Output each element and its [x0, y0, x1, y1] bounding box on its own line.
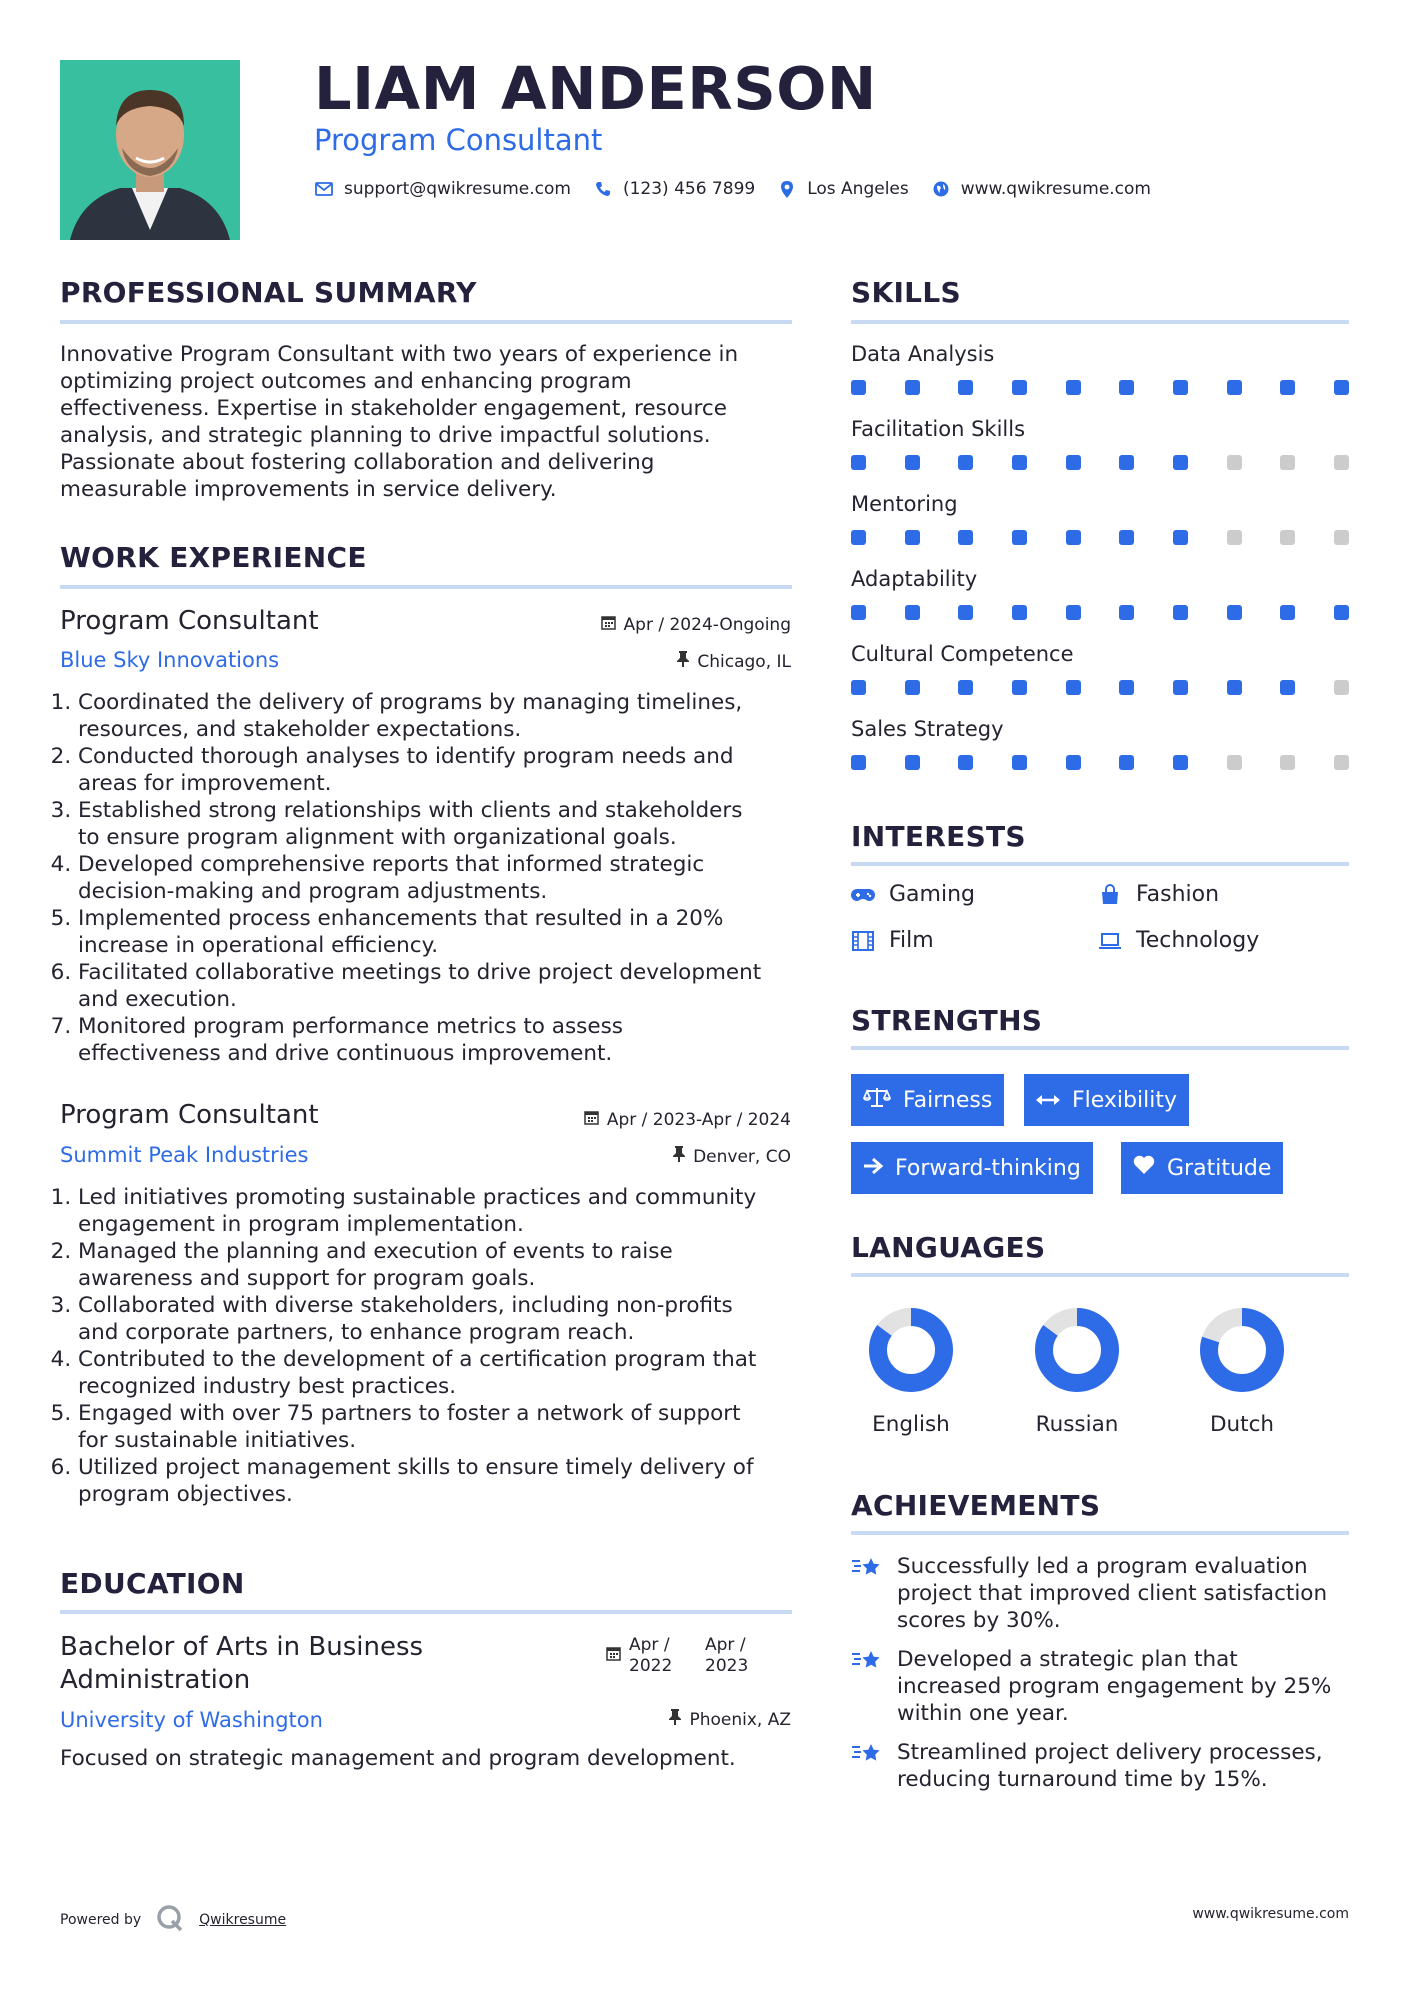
rating-dot-filled	[905, 530, 920, 545]
language-name: English	[872, 1412, 950, 1437]
rating-dot-empty	[1334, 755, 1349, 770]
rating-dot-empty	[1280, 530, 1295, 545]
job-location-text: Denver, CO	[693, 1146, 791, 1167]
list-item: 6. Facilitated collaborative meetings to drive project development and execution.	[78, 959, 792, 1013]
degree-line: Administration	[60, 1665, 251, 1695]
skill-name: Data Analysis	[851, 342, 995, 366]
rating-dot-filled	[905, 755, 920, 770]
gamepad-icon	[851, 887, 875, 903]
languages-heading: LANGUAGES	[851, 1231, 1046, 1264]
rating-dot-filled	[1012, 380, 1027, 395]
rating-dot-filled	[1012, 530, 1027, 545]
interests-heading: INTERESTS	[851, 820, 1026, 853]
list-item: 7. Monitored program performance metrics to assess effectiveness and drive continuous improvement.	[78, 1013, 792, 1067]
skill-row	[851, 717, 1349, 792]
language-item	[851, 1306, 971, 1437]
experience-divider	[60, 585, 792, 589]
footer-branding	[60, 1904, 286, 1936]
strength-label: Flexibility	[1072, 1087, 1177, 1113]
strength-tag	[851, 1142, 1093, 1194]
rating-dot-filled	[1173, 455, 1188, 470]
education-location	[669, 1709, 791, 1730]
language-donut	[1017, 1306, 1137, 1396]
rating-dot-filled	[851, 455, 866, 470]
job-location	[673, 1146, 791, 1167]
list-item: 4. Developed comprehensive reports that informed strategic decision-making and program adjustments.	[78, 851, 792, 905]
skill-rating	[851, 605, 1349, 620]
rating-dot-filled	[1334, 605, 1349, 620]
interest-item	[1098, 928, 1259, 953]
job-title: Program Consultant	[60, 1100, 319, 1130]
education-heading: EDUCATION	[60, 1567, 245, 1600]
skill-row	[851, 492, 1349, 567]
achievements-list	[851, 1553, 1349, 1793]
achievements-heading: ACHIEVEMENTS	[851, 1489, 1101, 1522]
rating-dot-filled	[958, 605, 973, 620]
language-donut	[1182, 1306, 1302, 1396]
contact-bar	[314, 179, 1161, 199]
contact-phone[interactable]	[593, 179, 755, 199]
rating-dot-filled	[1119, 380, 1134, 395]
rating-dot-filled	[851, 530, 866, 545]
rating-dot-filled	[958, 755, 973, 770]
rating-dot-empty	[1334, 530, 1349, 545]
calendar-icon	[606, 1635, 621, 1677]
rating-dot-filled	[958, 455, 973, 470]
list-item: 2. Conducted thorough analyses to identify program needs and areas for improvement.	[78, 743, 792, 797]
summary-line: analysis, and strategic planning to drive impactful solutions.	[60, 423, 711, 448]
person-avatar-icon	[60, 60, 240, 240]
rating-dot-filled	[851, 380, 866, 395]
phone-text: (123) 456 7899	[622, 179, 756, 199]
shooting-star-icon	[851, 1739, 883, 1793]
rating-dot-filled	[1066, 680, 1081, 695]
rating-dot-filled	[1012, 455, 1027, 470]
skills-divider	[851, 320, 1349, 324]
rating-dot-filled	[1227, 680, 1242, 695]
skill-rating	[851, 530, 1349, 545]
rating-dot-filled	[1334, 380, 1349, 395]
rating-dot-filled	[1119, 680, 1134, 695]
contact-website[interactable]	[931, 179, 1151, 199]
languages-list	[851, 1306, 1349, 1446]
email-text: support@qwikresume.com	[344, 179, 571, 199]
list-item: 5. Implemented process enhancements that resulted in a 20% increase in operational efficiency.	[78, 905, 792, 959]
job-date	[601, 615, 791, 635]
skill-row	[851, 642, 1349, 717]
strength-tag	[1121, 1142, 1283, 1194]
pushpin-icon	[677, 651, 689, 672]
rating-dot-empty	[1280, 755, 1295, 770]
phone-icon	[593, 181, 613, 197]
achievement-text: Successfully led a program evaluation project that improved client satisfaction scores by 30%.	[897, 1554, 1328, 1633]
skill-rating	[851, 680, 1349, 695]
film-icon	[851, 931, 875, 951]
contact-location	[777, 179, 909, 199]
rating-dot-filled	[851, 680, 866, 695]
rating-dot-filled	[905, 680, 920, 695]
calendar-icon	[584, 1110, 599, 1130]
contact-email[interactable]	[314, 179, 571, 199]
language-name: Russian	[1035, 1412, 1119, 1437]
language-item	[1182, 1306, 1302, 1437]
summary-divider	[60, 320, 792, 324]
interest-label: Technology	[1136, 928, 1260, 953]
rating-dot-filled	[1066, 605, 1081, 620]
job-date-text: Apr / 2023-Apr / 2024	[606, 1110, 791, 1130]
company-name[interactable]: Blue Sky Innovations	[60, 648, 280, 672]
shopping-bag-icon	[1098, 884, 1122, 906]
candidate-name: LIAM ANDERSON	[314, 54, 877, 123]
globe-icon	[931, 181, 951, 197]
list-item: 5. Engaged with over 75 partners to foster a network of support for sustainable initiatives.	[78, 1400, 792, 1454]
strength-label: Fairness	[903, 1087, 993, 1113]
interest-item	[851, 928, 934, 953]
skill-row	[851, 567, 1349, 642]
interests-divider	[851, 862, 1349, 866]
pushpin-icon	[673, 1146, 685, 1167]
summary-text	[60, 341, 792, 503]
degree-title	[60, 1631, 423, 1697]
skill-row	[851, 417, 1349, 492]
balance-scale-icon	[863, 1086, 891, 1114]
location-text: Los Angeles	[807, 179, 909, 199]
envelope-icon	[314, 182, 334, 196]
interest-label: Film	[889, 928, 934, 953]
rating-dot-empty	[1227, 530, 1242, 545]
achievement-item	[851, 1646, 1349, 1727]
list-item: 1. Coordinated the delivery of programs by managing timelines, resources, and stakeholder expectations.	[78, 689, 792, 743]
rating-dot-filled	[1280, 380, 1295, 395]
rating-dot-filled	[1173, 530, 1188, 545]
rating-dot-filled	[1119, 755, 1134, 770]
rating-dot-empty	[1227, 755, 1242, 770]
strength-label: Gratitude	[1167, 1155, 1272, 1181]
rating-dot-empty	[1334, 455, 1349, 470]
rating-dot-filled	[1012, 605, 1027, 620]
rating-dot-filled	[851, 755, 866, 770]
website-text: www.qwikresume.com	[960, 179, 1151, 199]
rating-dot-filled	[1119, 455, 1134, 470]
job-title: Program Consultant	[60, 606, 319, 636]
job-location-text: Chicago, IL	[697, 651, 791, 672]
list-item: 6. Utilized project management skills to ensure timely delivery of program objectives.	[78, 1454, 792, 1508]
rating-dot-filled	[1066, 455, 1081, 470]
rating-dot-filled	[1066, 380, 1081, 395]
education-start: Apr / 2022	[629, 1635, 673, 1676]
rating-dot-empty	[1280, 455, 1295, 470]
list-item: 3. Established strong relationships with clients and stakeholders to ensure program alignment with organizational goals.	[78, 797, 792, 851]
school-name[interactable]: University of Washington	[60, 1708, 323, 1732]
achievement-item	[851, 1553, 1349, 1634]
powered-by-text: Powered by	[60, 1912, 142, 1928]
rating-dot-filled	[1119, 605, 1134, 620]
achievements-divider	[851, 1531, 1349, 1535]
skill-name: Adaptability	[851, 567, 978, 591]
map-marker-icon	[777, 181, 797, 198]
summary-line: Passionate about fostering collaboration and delivering	[60, 450, 655, 475]
rating-dot-filled	[1173, 380, 1188, 395]
rating-dot-filled	[905, 380, 920, 395]
rating-dot-empty	[1227, 455, 1242, 470]
education-divider	[60, 1610, 792, 1614]
pushpin-icon	[669, 1709, 681, 1730]
degree-line: Bachelor of Arts in Business	[60, 1632, 424, 1662]
achievement-item	[851, 1739, 1349, 1793]
education-description: Focused on strategic management and program development.	[60, 1746, 736, 1771]
arrows-horizontal-icon	[1036, 1088, 1060, 1113]
strengths-heading: STRENGTHS	[851, 1004, 1043, 1037]
shooting-star-icon	[851, 1553, 883, 1634]
rating-dot-filled	[1280, 680, 1295, 695]
laptop-icon	[1098, 932, 1122, 950]
interest-label: Gaming	[889, 882, 975, 907]
heart-icon	[1133, 1155, 1155, 1181]
list-item: 4. Contributed to the development of a certification program that recognized industry best practices.	[78, 1346, 792, 1400]
skills-list	[851, 342, 1349, 792]
job-location	[677, 651, 791, 672]
profile-photo	[60, 60, 240, 240]
language-item	[1017, 1306, 1137, 1437]
rating-dot-filled	[958, 680, 973, 695]
skill-name: Cultural Competence	[851, 642, 1074, 666]
job-date	[584, 1110, 791, 1130]
education-end: Apr / 2023	[705, 1635, 749, 1676]
interest-item	[1098, 882, 1219, 907]
skill-name: Facilitation Skills	[851, 417, 1026, 441]
language-donut	[851, 1306, 971, 1396]
rating-dot-filled	[1227, 380, 1242, 395]
summary-heading: PROFESSIONAL SUMMARY	[60, 276, 477, 309]
rating-dot-filled	[1227, 605, 1242, 620]
rating-dot-filled	[958, 380, 973, 395]
job-bullet-list	[60, 689, 792, 1067]
rating-dot-filled	[1066, 530, 1081, 545]
interest-label: Fashion	[1136, 882, 1220, 907]
rating-dot-filled	[1066, 755, 1081, 770]
qwikresume-logo-icon	[155, 1904, 185, 1936]
interest-item	[851, 882, 975, 907]
strength-label: Forward-thinking	[895, 1155, 1081, 1181]
achievement-text: Streamlined project delivery processes, reducing turnaround time by 15%.	[897, 1740, 1323, 1792]
skill-name: Mentoring	[851, 492, 958, 516]
languages-divider	[851, 1273, 1349, 1277]
achievement-text: Developed a strategic plan that increased program engagement by 25% within one year.	[897, 1647, 1332, 1726]
skill-rating	[851, 455, 1349, 470]
rating-dot-empty	[1334, 680, 1349, 695]
summary-line: measurable improvements in service delivery.	[60, 477, 557, 502]
calendar-icon	[601, 615, 616, 635]
rating-dot-filled	[1012, 755, 1027, 770]
shooting-star-icon	[851, 1646, 883, 1727]
qwikresume-link[interactable]: Qwikresume	[199, 1912, 287, 1928]
skill-row	[851, 342, 1349, 417]
list-item: 1. Led initiatives promoting sustainable practices and community engagement in program implementation.	[78, 1184, 792, 1238]
language-name: Dutch	[1209, 1412, 1275, 1437]
skill-name: Sales Strategy	[851, 717, 1004, 741]
skill-rating	[851, 755, 1349, 770]
candidate-role: Program Consultant	[314, 123, 603, 157]
strengths-divider	[851, 1046, 1349, 1050]
education-location-text: Phoenix, AZ	[689, 1709, 791, 1730]
job-bullet-list	[60, 1184, 792, 1508]
arrow-right-icon	[863, 1156, 883, 1181]
list-item: 3. Collaborated with diverse stakeholders, including non-profits and corporate partners, to enhance program reach.	[78, 1292, 792, 1346]
education-date	[606, 1635, 748, 1677]
company-name[interactable]: Summit Peak Industries	[60, 1143, 309, 1167]
rating-dot-filled	[905, 605, 920, 620]
strength-tag	[1024, 1074, 1189, 1126]
rating-dot-filled	[958, 530, 973, 545]
summary-line: effectiveness. Expertise in stakeholder engagement, resource	[60, 396, 727, 421]
rating-dot-filled	[1173, 680, 1188, 695]
rating-dot-filled	[1280, 605, 1295, 620]
footer-site[interactable]: www.qwikresume.com	[1192, 1906, 1349, 1922]
strength-tag	[851, 1074, 1004, 1126]
list-item: 2. Managed the planning and execution of events to raise awareness and support for program goals.	[78, 1238, 792, 1292]
summary-line: Innovative Program Consultant with two years of experience in	[60, 342, 739, 367]
rating-dot-filled	[851, 605, 866, 620]
skills-heading: SKILLS	[851, 276, 961, 309]
experience-heading: WORK EXPERIENCE	[60, 541, 367, 574]
rating-dot-filled	[1173, 755, 1188, 770]
summary-line: optimizing project outcomes and enhancing program	[60, 369, 632, 394]
rating-dot-filled	[1012, 680, 1027, 695]
job-date-text: Apr / 2024-Ongoing	[623, 615, 791, 635]
skill-rating	[851, 380, 1349, 395]
rating-dot-filled	[1173, 605, 1188, 620]
rating-dot-filled	[1119, 530, 1134, 545]
rating-dot-filled	[905, 455, 920, 470]
